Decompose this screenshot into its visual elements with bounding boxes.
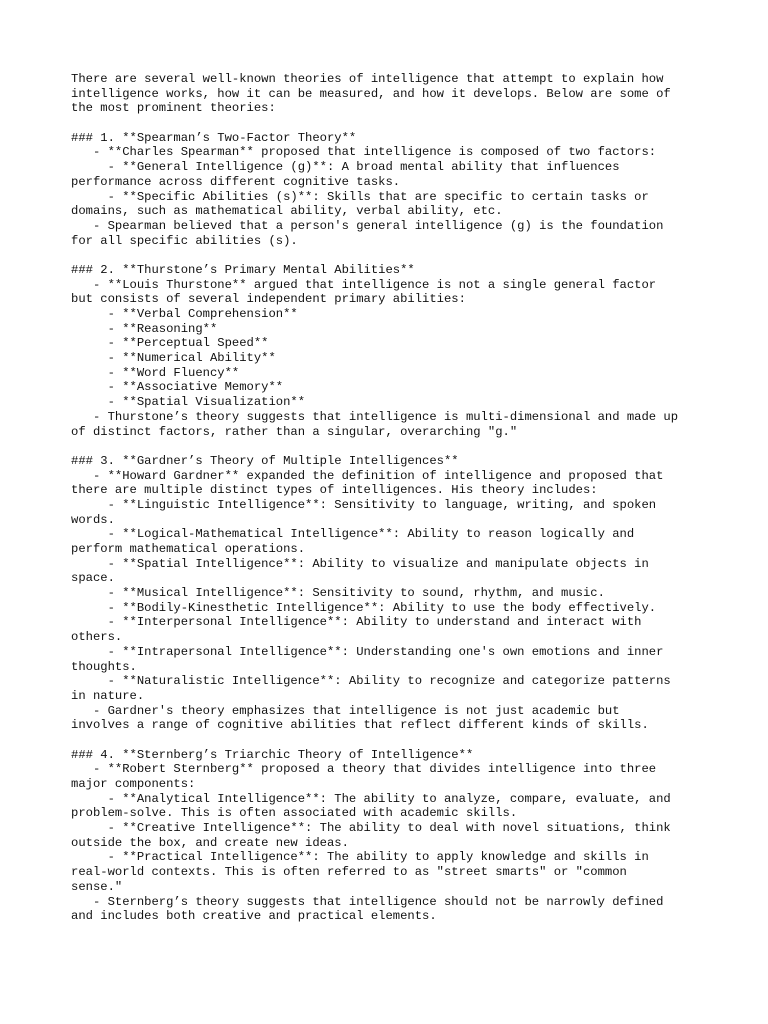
text-line: - **Robert Sternberg** proposed a theory that divides intelligence into three <box>71 762 657 777</box>
section-heading-sternberg: ### 4. **Sternberg’s Triarchic Theory of Intelligence** <box>71 747 474 762</box>
section-heading-gardner: ### 3. **Gardner’s Theory of Multiple Intelligences** <box>71 453 459 468</box>
text-line: words. <box>71 512 115 527</box>
text-line: thoughts. <box>71 659 137 674</box>
blank-line <box>71 116 711 131</box>
text-line: others. <box>71 630 123 645</box>
text-line: space. <box>71 571 115 586</box>
text-line: - **Charles Spearman** proposed that intelligence is composed of two factors: <box>71 145 657 160</box>
list-item: - **Verbal Comprehension** <box>71 307 298 321</box>
list-item: - **Perceptual Speed** <box>71 336 269 351</box>
text-line: and includes both creative and practical elements. <box>71 909 437 924</box>
list-item: - **Bodily-Kinesthetic Intelligence**: Ability to use the body effectively. <box>71 600 657 615</box>
text-line: involves a range of cognitive abilities that reflect different kinds of skills. <box>71 718 649 733</box>
blank-line <box>71 439 711 454</box>
list-item: - **Spatial Visualization** <box>71 395 306 410</box>
list-item: - **Logical-Mathematical Intelligence**: Ability to reason logically and <box>71 527 635 542</box>
text-line: - **Specific Abilities (s)**: Skills that are specific to certain tasks or <box>71 189 649 204</box>
list-item: - **Intrapersonal Intelligence**: Understanding one's own emotions and inner <box>71 644 664 659</box>
intro-line: the most prominent theories: <box>71 101 276 116</box>
section-heading-thurstone: ### 2. **Thurstone’s Primary Mental Abilities** <box>71 262 415 277</box>
list-item: - **Practical Intelligence**: The ability to apply knowledge and skills in <box>71 850 649 865</box>
text-line: - Sternberg’s theory suggests that intelligence should not be narrowly defined <box>71 894 664 909</box>
list-item: - **Creative Intelligence**: The ability to deal with novel situations, think <box>71 821 671 836</box>
list-item: - **Musical Intelligence**: Sensitivity to sound, rhythm, and music. <box>71 586 605 601</box>
text-line: there are multiple distinct types of intelligences. His theory includes: <box>71 483 598 498</box>
text-line: - Spearman believed that a person's general intelligence (g) is the foundation <box>71 218 664 233</box>
text-line: problem-solve. This is often associated with academic skills. <box>71 806 518 821</box>
text-line: major components: <box>71 777 196 791</box>
text-line: in nature. <box>71 688 145 703</box>
text-line: - **Howard Gardner** expanded the definition of intelligence and proposed that <box>71 468 664 483</box>
blank-line <box>71 733 711 748</box>
section-heading-spearman: ### 1. **Spearman’s Two-Factor Theory** <box>71 130 357 145</box>
intro-line: There are several well-known theories of intelligence that attempt to explain how <box>71 72 664 86</box>
list-item: - **Spatial Intelligence**: Ability to visualize and manipulate objects in <box>71 556 649 571</box>
list-item: - **Associative Memory** <box>71 380 284 395</box>
text-line: performance across different cognitive tasks. <box>71 174 401 189</box>
blank-line <box>71 248 711 263</box>
list-item: - **Analytical Intelligence**: The ability to analyze, compare, evaluate, and <box>71 791 671 806</box>
list-item: - **Linguistic Intelligence**: Sensitivity to language, writing, and spoken <box>71 497 657 512</box>
text-line: domains, such as mathematical ability, verbal ability, etc. <box>71 204 503 219</box>
text-line: real-world contexts. This is often referred to as "street smarts" or "common <box>71 865 627 880</box>
text-line: - Thurstone’s theory suggests that intelligence is multi-dimensional and made up <box>71 409 679 424</box>
list-item: - **Word Fluency** <box>71 365 240 380</box>
document-page <box>71 72 711 924</box>
text-line: outside the box, and create new ideas. <box>71 835 349 850</box>
text-line: - **General Intelligence (g)**: A broad mental ability that influences <box>71 160 620 175</box>
text-line: for all specific abilities (s). <box>71 233 298 248</box>
intro-line: intelligence works, how it can be measured, and how it develops. Below are some of <box>71 86 671 101</box>
list-item: - **Numerical Ability** <box>71 351 276 366</box>
text-line: sense." <box>71 879 123 894</box>
text-line: of distinct factors, rather than a singular, overarching "g." <box>71 424 518 439</box>
list-item: - **Interpersonal Intelligence**: Ability to understand and interact with <box>71 615 642 630</box>
list-item: - **Naturalistic Intelligence**: Ability to recognize and categorize patterns <box>71 674 671 689</box>
text-line: perform mathematical operations. <box>71 542 306 556</box>
text-line: - Gardner's theory emphasizes that intelligence is not just academic but <box>71 703 620 718</box>
list-item: - **Reasoning** <box>71 321 218 336</box>
text-line: - **Louis Thurstone** argued that intelligence is not a single general factor <box>71 277 657 292</box>
text-line: but consists of several independent primary abilities: <box>71 292 466 307</box>
